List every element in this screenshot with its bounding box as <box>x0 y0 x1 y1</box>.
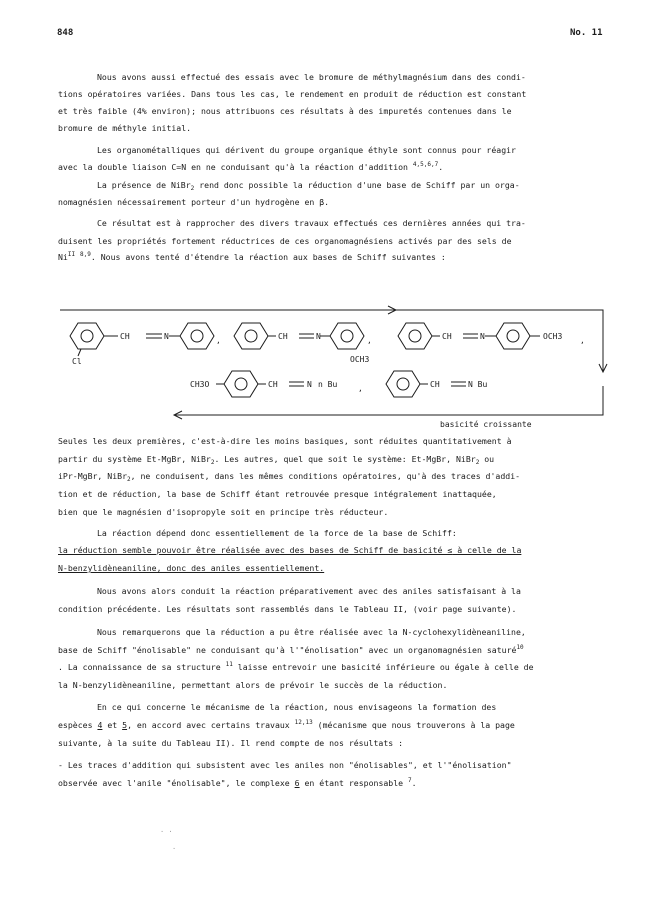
svg-text:N: N <box>164 332 169 341</box>
svg-text:CH: CH <box>120 332 130 341</box>
svg-text:N: N <box>316 332 321 341</box>
reference-superscript: 7 <box>408 777 412 784</box>
svg-text:N: N <box>480 332 485 341</box>
substituent-label: Cl <box>72 357 82 366</box>
text-line: Nous avons aussi effectué des essais avec le bromure de méthylmagnésium dans des condi- <box>97 72 526 82</box>
text-line: Les organométalliques qui dérivent du groupe organique éthyle sont connus pour réagir <box>97 145 516 155</box>
text-line: La présence de NiBr$_2$ rend donc possible la réduction d'une base de Schiff par un orga- <box>97 180 520 192</box>
svg-text:CH: CH <box>430 380 440 389</box>
text-line: Nous remarquerons que la réduction a pu être réalisée avec la N-cyclohexylidèneaniline, <box>97 627 526 637</box>
text-line: tion et de réduction, la base de Schiff étant retrouvée presque intégralement inattaquée, <box>58 489 497 499</box>
text-line: suivante, à la suite du Tableau II). Il rend compte de nos résultats : <box>58 738 404 748</box>
substituent-label: OCH3 <box>350 355 370 364</box>
text-line: . La connaissance de sa structure $^{11}$ laisse entrevoir une basicité inférieure ou égale à celle de <box>58 661 534 672</box>
substituent-label: CH3O <box>190 380 210 389</box>
text-line: nomagnésien nécessairement porteur d'un hydrogène en β. <box>58 197 330 207</box>
scan-speck: · <box>172 845 177 853</box>
reference-superscript: 4,5,6,7 <box>412 161 439 168</box>
text-line: bromure de méthyle initial. <box>58 123 192 133</box>
issue-number: No. 11 <box>570 28 603 38</box>
svg-text:CH: CH <box>278 332 288 341</box>
species-number: 4 <box>97 720 103 730</box>
text-line: N-benzylidèneaniline, donc des aniles essentiellement. <box>58 563 325 573</box>
text-line: tions opératoires variées. Dans tous les cas, le rendement en produit de réduction est constant <box>58 89 527 99</box>
text-line: condition précédente. Les résultats sont rassemblés dans le Tableau II, (voir page suivante). <box>58 604 517 614</box>
species-number: 5 <box>122 720 128 730</box>
basicity-caption: basicité croissante <box>440 420 532 429</box>
text-line: Ce résultat est à rapprocher des divers travaux effectués ces dernières années qui tra- <box>97 218 526 228</box>
reference-superscript: 10 <box>516 644 524 651</box>
svg-text:,: , <box>580 336 585 345</box>
svg-text:,: , <box>367 336 372 345</box>
reference-superscript: 11 <box>225 661 233 668</box>
text-line: En ce qui concerne le mécanisme de la réaction, nous envisageons la formation des <box>97 702 497 712</box>
scan-speck: · · <box>160 828 173 836</box>
svg-text:N: N <box>307 380 312 389</box>
text-line: la réduction semble pouvoir être réalisée avec des bases de Schiff de basicité ≤ à celle de la <box>58 545 522 555</box>
text-line: partir du système Et-MgBr, NiBr$_2$. Les autres, quel que soit le système: Et-MgBr, NiBr$_2$ ou <box>58 454 495 466</box>
text-line: bien que le magnésien d'isopropyle soit en principe très réducteur. <box>58 507 389 517</box>
text-line: duisent les propriétés fortement réductrices de ces organomagnésiens activés par des sels de <box>58 236 512 246</box>
svg-text:,: , <box>216 336 221 345</box>
text-line: $Ni^{II}$ $^{8,9}$. Nous avons tenté d'étendre la réaction aux bases de Schiff suivantes : <box>58 251 446 262</box>
svg-text:CH: CH <box>268 380 278 389</box>
reference-superscript: 8,9 <box>80 251 91 258</box>
substituent-label: n Bu <box>318 380 338 389</box>
text-line: avec la double liaison C=N en ne conduisant qu'à la réaction d'addition $^{4,5,6,7}$. <box>58 161 444 172</box>
svg-text:CH: CH <box>442 332 452 341</box>
svg-text:,: , <box>358 384 363 393</box>
page-number: 848 <box>57 28 74 38</box>
text-line: espèces 4 et 5, en accord avec certains travaux $^{12,13}$ (mécanisme que nous trouverons à la page <box>58 719 515 730</box>
text-line: observée avec l'anile "énolisable", le complexe 6 en étant responsable $^7$. <box>58 777 417 788</box>
text-line: base de Schiff "énolisable" ne conduisant qu'à l'"énolisation" avec un organomagnésien saturé$^{10}$ <box>58 644 524 655</box>
scheme-drawing <box>58 296 618 436</box>
text-line: iPr-MgBr, NiBr$_2$, ne conduisent, dans les mêmes conditions opératoires, qu'à des traces d'addi- <box>58 471 521 483</box>
substituent-label: N Bu <box>468 380 488 389</box>
substituent-label: OCH3 <box>543 332 563 341</box>
text-line: Nous avons alors conduit la réaction préparativement avec des aniles satisfaisant à la <box>97 586 521 596</box>
complex-number: 6 <box>294 778 300 788</box>
text-line: La réaction dépend donc essentiellement de la force de la base de Schiff: <box>97 528 457 538</box>
text-line: - Les traces d'addition qui subsistent avec les aniles non "énolisables", et l'"énolisation" <box>58 760 512 770</box>
text-line: et très faible (4% environ); nous attribuons ces résultats à des impuretés contenues dans le <box>58 106 512 116</box>
reference-superscript: 12,13 <box>294 719 313 726</box>
text-line: Seules les deux premières, c'est-à-dire les moins basiques, sont réduites quantitativement à <box>58 436 512 446</box>
text-line: la N-benzylidèneaniline, permettant alors de prévoir le succès de la réduction. <box>58 680 448 690</box>
schiff-base-scheme <box>58 296 618 436</box>
